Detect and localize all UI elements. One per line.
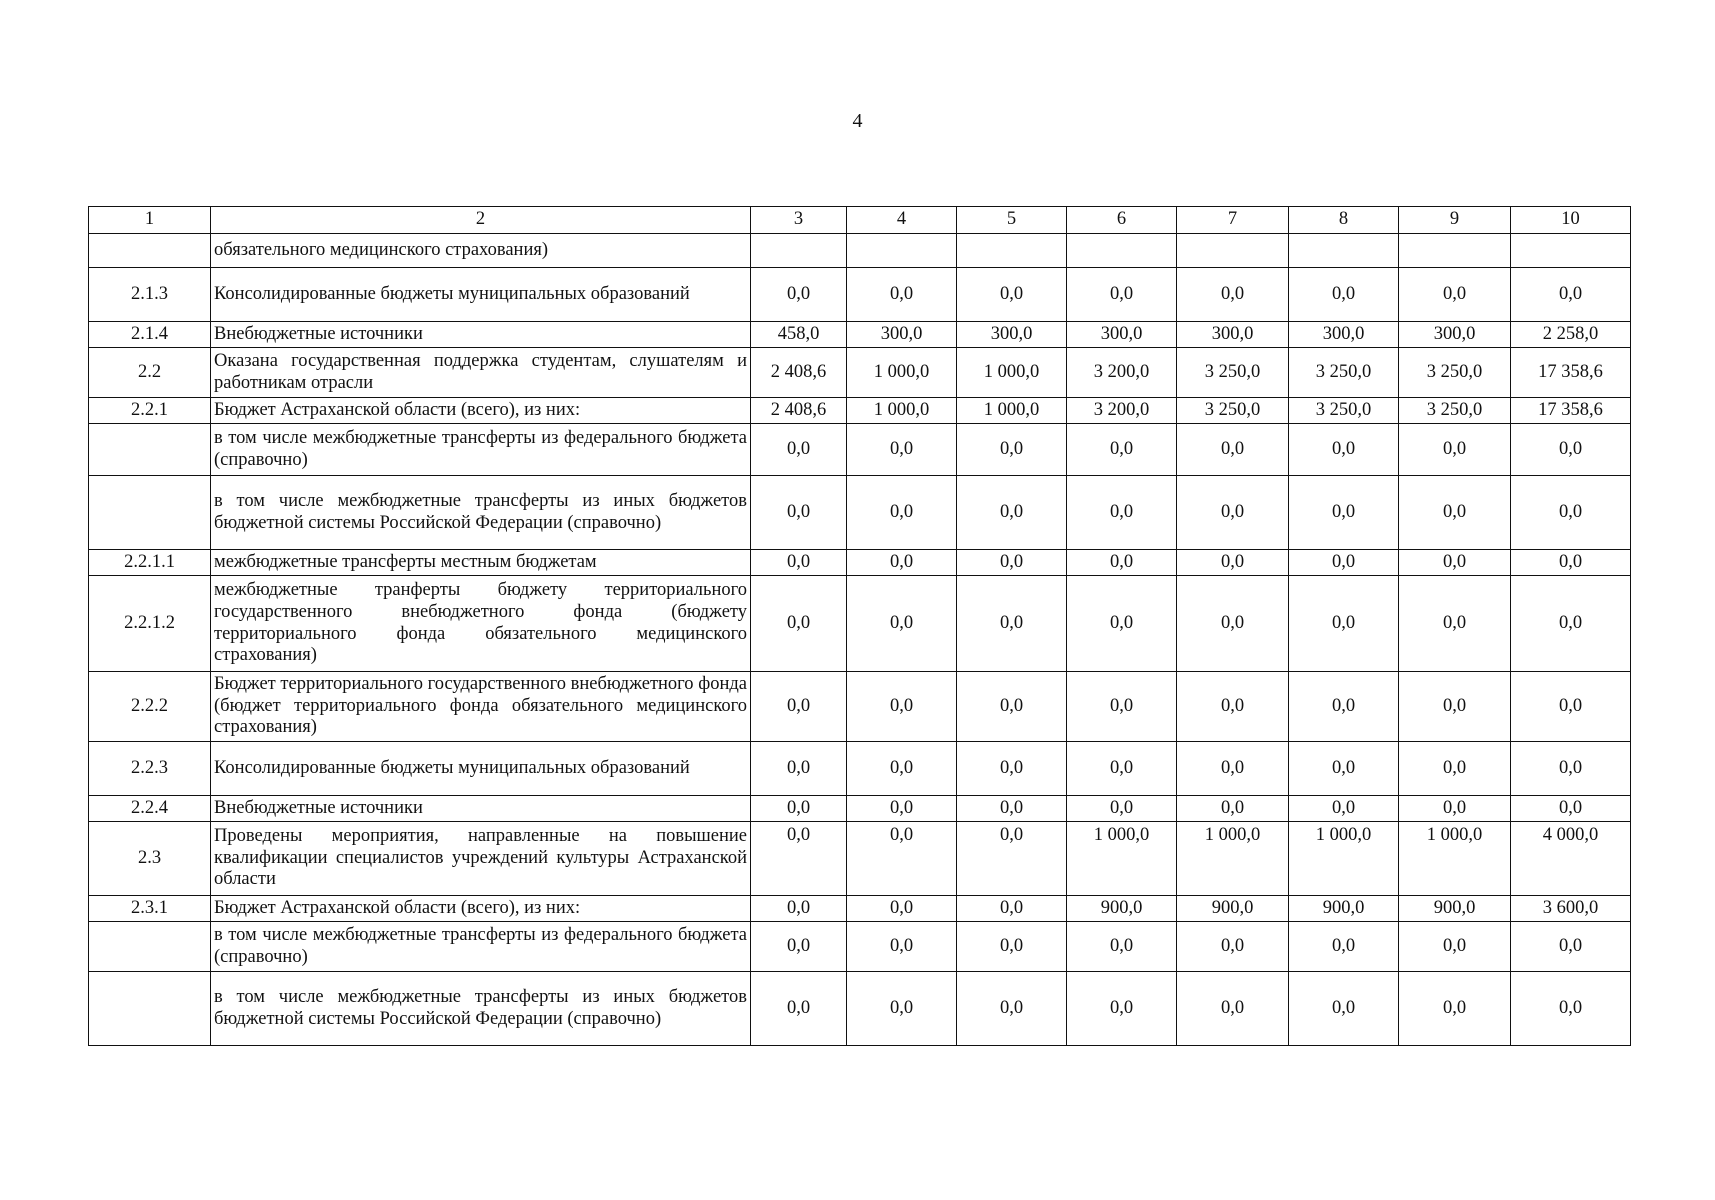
- table-row: [89, 822, 1631, 896]
- row-value: 0,0: [1289, 922, 1399, 972]
- row-value: 0,0: [1177, 922, 1289, 972]
- row-name: Консолидированные бюджеты муниципальных образований: [211, 742, 751, 796]
- row-value: 0,0: [1399, 796, 1511, 822]
- row-value: 0,0: [957, 972, 1067, 1046]
- page-number: 4: [852, 110, 863, 132]
- row-name: Консолидированные бюджеты муниципальных образований: [211, 268, 751, 322]
- column-header: 9: [1399, 207, 1511, 234]
- row-value: 1 000,0: [957, 348, 1067, 398]
- column-header: 1: [89, 207, 211, 234]
- row-value: 300,0: [1399, 322, 1511, 348]
- row-value: 0,0: [1511, 550, 1631, 576]
- row-code: 2.2: [89, 348, 211, 398]
- row-value: 0,0: [1399, 268, 1511, 322]
- row-value: 3 250,0: [1177, 348, 1289, 398]
- row-value: 300,0: [1177, 322, 1289, 348]
- row-value: 0,0: [1511, 672, 1631, 742]
- row-value: 0,0: [847, 424, 957, 476]
- row-value: 1 000,0: [1067, 822, 1177, 896]
- row-value: 300,0: [957, 322, 1067, 348]
- row-name: обязательного медицинского страхования): [211, 234, 751, 268]
- row-value: 0,0: [957, 550, 1067, 576]
- row-value: 3 250,0: [1289, 398, 1399, 424]
- row-value: 0,0: [1511, 476, 1631, 550]
- row-code: 2.2.2: [89, 672, 211, 742]
- row-value: 4 000,0: [1511, 822, 1631, 896]
- row-value: 0,0: [1067, 922, 1177, 972]
- row-value: 0,0: [1399, 550, 1511, 576]
- row-value: 0,0: [1067, 742, 1177, 796]
- table-row: [89, 742, 1631, 796]
- row-value: 0,0: [1511, 424, 1631, 476]
- row-value: 0,0: [957, 576, 1067, 672]
- table-row: [89, 672, 1631, 742]
- row-value: 2 408,6: [751, 398, 847, 424]
- row-code: [89, 922, 211, 972]
- row-code: 2.2.1.1: [89, 550, 211, 576]
- row-name: межбюджетные транферты бюджету территориального государственного внебюджетного фонда (бюджету территориального фонда обязательного медицинского страхования): [211, 576, 751, 672]
- row-name: Оказана государственная поддержка студентам, слушателям и работникам отрасли: [211, 348, 751, 398]
- row-code: [89, 476, 211, 550]
- row-value: 0,0: [1289, 576, 1399, 672]
- table-header-row: [89, 207, 1631, 234]
- row-name: Внебюджетные источники: [211, 322, 751, 348]
- row-value: 0,0: [1177, 424, 1289, 476]
- table-row: [89, 322, 1631, 348]
- row-value: [1177, 234, 1289, 268]
- row-value: 1 000,0: [957, 398, 1067, 424]
- row-value: 0,0: [1177, 268, 1289, 322]
- row-value: 0,0: [957, 896, 1067, 922]
- column-header: 8: [1289, 207, 1399, 234]
- row-value: 0,0: [847, 796, 957, 822]
- row-value: 0,0: [1511, 796, 1631, 822]
- row-value: 0,0: [847, 742, 957, 796]
- row-value: 0,0: [751, 742, 847, 796]
- row-value: 0,0: [1067, 550, 1177, 576]
- table-row: [89, 348, 1631, 398]
- row-value: 0,0: [1399, 742, 1511, 796]
- row-value: 0,0: [1289, 972, 1399, 1046]
- row-value: 0,0: [957, 742, 1067, 796]
- row-value: 0,0: [847, 922, 957, 972]
- row-value: 0,0: [751, 424, 847, 476]
- table-row: [89, 268, 1631, 322]
- row-value: 0,0: [847, 476, 957, 550]
- column-header: 4: [847, 207, 957, 234]
- row-value: 0,0: [957, 822, 1067, 896]
- row-value: 3 200,0: [1067, 398, 1177, 424]
- row-code: 2.2.1.2: [89, 576, 211, 672]
- row-value: 0,0: [957, 268, 1067, 322]
- table-row: [89, 476, 1631, 550]
- row-name: Проведены мероприятия, направленные на повышение квалификации специалистов учреждений культуры Астраханской области: [211, 822, 751, 896]
- row-value: 0,0: [847, 972, 957, 1046]
- row-value: 300,0: [1289, 322, 1399, 348]
- row-value: [1289, 234, 1399, 268]
- row-value: 0,0: [1177, 476, 1289, 550]
- row-value: 0,0: [1289, 268, 1399, 322]
- row-value: 2 408,6: [751, 348, 847, 398]
- row-value: 0,0: [751, 822, 847, 896]
- row-value: 0,0: [1067, 796, 1177, 822]
- row-value: 0,0: [1399, 672, 1511, 742]
- row-value: 458,0: [751, 322, 847, 348]
- row-value: [957, 234, 1067, 268]
- row-value: 0,0: [1399, 476, 1511, 550]
- row-value: 0,0: [1289, 796, 1399, 822]
- row-value: 0,0: [847, 672, 957, 742]
- row-name: Внебюджетные источники: [211, 796, 751, 822]
- row-value: 0,0: [1399, 576, 1511, 672]
- row-name: Бюджет Астраханской области (всего), из них:: [211, 896, 751, 922]
- row-value: 0,0: [847, 268, 957, 322]
- row-code: 2.1.4: [89, 322, 211, 348]
- row-value: 0,0: [1511, 922, 1631, 972]
- row-value: 0,0: [1177, 796, 1289, 822]
- row-value: [751, 234, 847, 268]
- row-value: 0,0: [751, 796, 847, 822]
- row-value: 0,0: [957, 424, 1067, 476]
- table-row: [89, 424, 1631, 476]
- row-value: 3 250,0: [1399, 348, 1511, 398]
- row-value: 0,0: [1177, 550, 1289, 576]
- row-value: 0,0: [1511, 972, 1631, 1046]
- row-value: 0,0: [1289, 672, 1399, 742]
- column-header: 2: [211, 207, 751, 234]
- row-value: 17 358,6: [1511, 348, 1631, 398]
- row-code: [89, 972, 211, 1046]
- table-row: [89, 922, 1631, 972]
- row-name: Бюджет Астраханской области (всего), из них:: [211, 398, 751, 424]
- row-value: 1 000,0: [847, 398, 957, 424]
- column-header: 6: [1067, 207, 1177, 234]
- row-value: 0,0: [1511, 576, 1631, 672]
- table-row: [89, 576, 1631, 672]
- row-value: 0,0: [1399, 972, 1511, 1046]
- row-value: 0,0: [1177, 672, 1289, 742]
- row-code: [89, 424, 211, 476]
- table-row: [89, 796, 1631, 822]
- table-row: [89, 398, 1631, 424]
- row-value: 0,0: [957, 672, 1067, 742]
- row-value: 0,0: [751, 476, 847, 550]
- column-header: 7: [1177, 207, 1289, 234]
- row-value: 0,0: [751, 268, 847, 322]
- row-code: 2.2.4: [89, 796, 211, 822]
- row-value: 0,0: [1067, 672, 1177, 742]
- row-value: 0,0: [1289, 424, 1399, 476]
- row-value: 900,0: [1067, 896, 1177, 922]
- row-value: 0,0: [751, 922, 847, 972]
- table-row: [89, 550, 1631, 576]
- row-value: 0,0: [1067, 972, 1177, 1046]
- column-header: 3: [751, 207, 847, 234]
- row-value: 900,0: [1289, 896, 1399, 922]
- row-value: 0,0: [1067, 476, 1177, 550]
- row-value: 0,0: [847, 550, 957, 576]
- row-name: в том числе межбюджетные трансферты из федерального бюджета (справочно): [211, 922, 751, 972]
- row-code: [89, 234, 211, 268]
- row-value: 0,0: [1511, 742, 1631, 796]
- row-value: 1 000,0: [1177, 822, 1289, 896]
- row-value: 0,0: [751, 972, 847, 1046]
- column-header: 10: [1511, 207, 1631, 234]
- row-value: 1 000,0: [1399, 822, 1511, 896]
- row-value: 3 250,0: [1399, 398, 1511, 424]
- table-row: [89, 234, 1631, 268]
- row-value: 0,0: [957, 796, 1067, 822]
- row-value: 1 000,0: [1289, 822, 1399, 896]
- row-value: 0,0: [847, 576, 957, 672]
- row-value: 0,0: [751, 550, 847, 576]
- row-value: 17 358,6: [1511, 398, 1631, 424]
- row-value: 0,0: [957, 476, 1067, 550]
- table-body: [89, 234, 1631, 1046]
- row-value: [847, 234, 957, 268]
- row-value: 300,0: [1067, 322, 1177, 348]
- row-value: 0,0: [1067, 268, 1177, 322]
- row-value: 0,0: [1399, 922, 1511, 972]
- row-value: 0,0: [751, 576, 847, 672]
- row-name: в том числе межбюджетные трансферты из иных бюджетов бюджетной системы Российской Федерации (справочно): [211, 972, 751, 1046]
- row-value: 0,0: [751, 896, 847, 922]
- column-header: 5: [957, 207, 1067, 234]
- row-value: [1067, 234, 1177, 268]
- row-value: 0,0: [1067, 424, 1177, 476]
- row-code: 2.2.3: [89, 742, 211, 796]
- row-code: 2.1.3: [89, 268, 211, 322]
- row-value: 1 000,0: [847, 348, 957, 398]
- row-name: в том числе межбюджетные трансферты из федерального бюджета (справочно): [211, 424, 751, 476]
- row-value: 0,0: [1511, 268, 1631, 322]
- row-name: межбюджетные трансферты местным бюджетам: [211, 550, 751, 576]
- row-value: 300,0: [847, 322, 957, 348]
- row-value: 900,0: [1177, 896, 1289, 922]
- row-value: 0,0: [1067, 576, 1177, 672]
- row-value: 0,0: [1289, 476, 1399, 550]
- row-value: 0,0: [1177, 972, 1289, 1046]
- row-name: в том числе межбюджетные трансферты из иных бюджетов бюджетной системы Российской Федерации (справочно): [211, 476, 751, 550]
- table-row: [89, 972, 1631, 1046]
- table-row: [89, 896, 1631, 922]
- row-value: 3 200,0: [1067, 348, 1177, 398]
- row-value: 0,0: [1399, 424, 1511, 476]
- row-value: 3 250,0: [1177, 398, 1289, 424]
- row-value: 0,0: [847, 896, 957, 922]
- row-code: 2.3.1: [89, 896, 211, 922]
- row-value: 2 258,0: [1511, 322, 1631, 348]
- row-value: [1511, 234, 1631, 268]
- row-code: 2.2.1: [89, 398, 211, 424]
- row-value: 0,0: [1177, 742, 1289, 796]
- row-value: 0,0: [1289, 742, 1399, 796]
- row-value: 0,0: [751, 672, 847, 742]
- row-name: Бюджет территориального государственного внебюджетного фонда (бюджет территориального фонда обязательного медицинского страхования): [211, 672, 751, 742]
- row-code: 2.3: [89, 822, 211, 896]
- row-value: 3 600,0: [1511, 896, 1631, 922]
- row-value: 3 250,0: [1289, 348, 1399, 398]
- row-value: [1399, 234, 1511, 268]
- row-value: 0,0: [957, 922, 1067, 972]
- budget-table: [88, 206, 1631, 1046]
- row-value: 900,0: [1399, 896, 1511, 922]
- row-value: 0,0: [1289, 550, 1399, 576]
- row-value: 0,0: [847, 822, 957, 896]
- row-value: 0,0: [1177, 576, 1289, 672]
